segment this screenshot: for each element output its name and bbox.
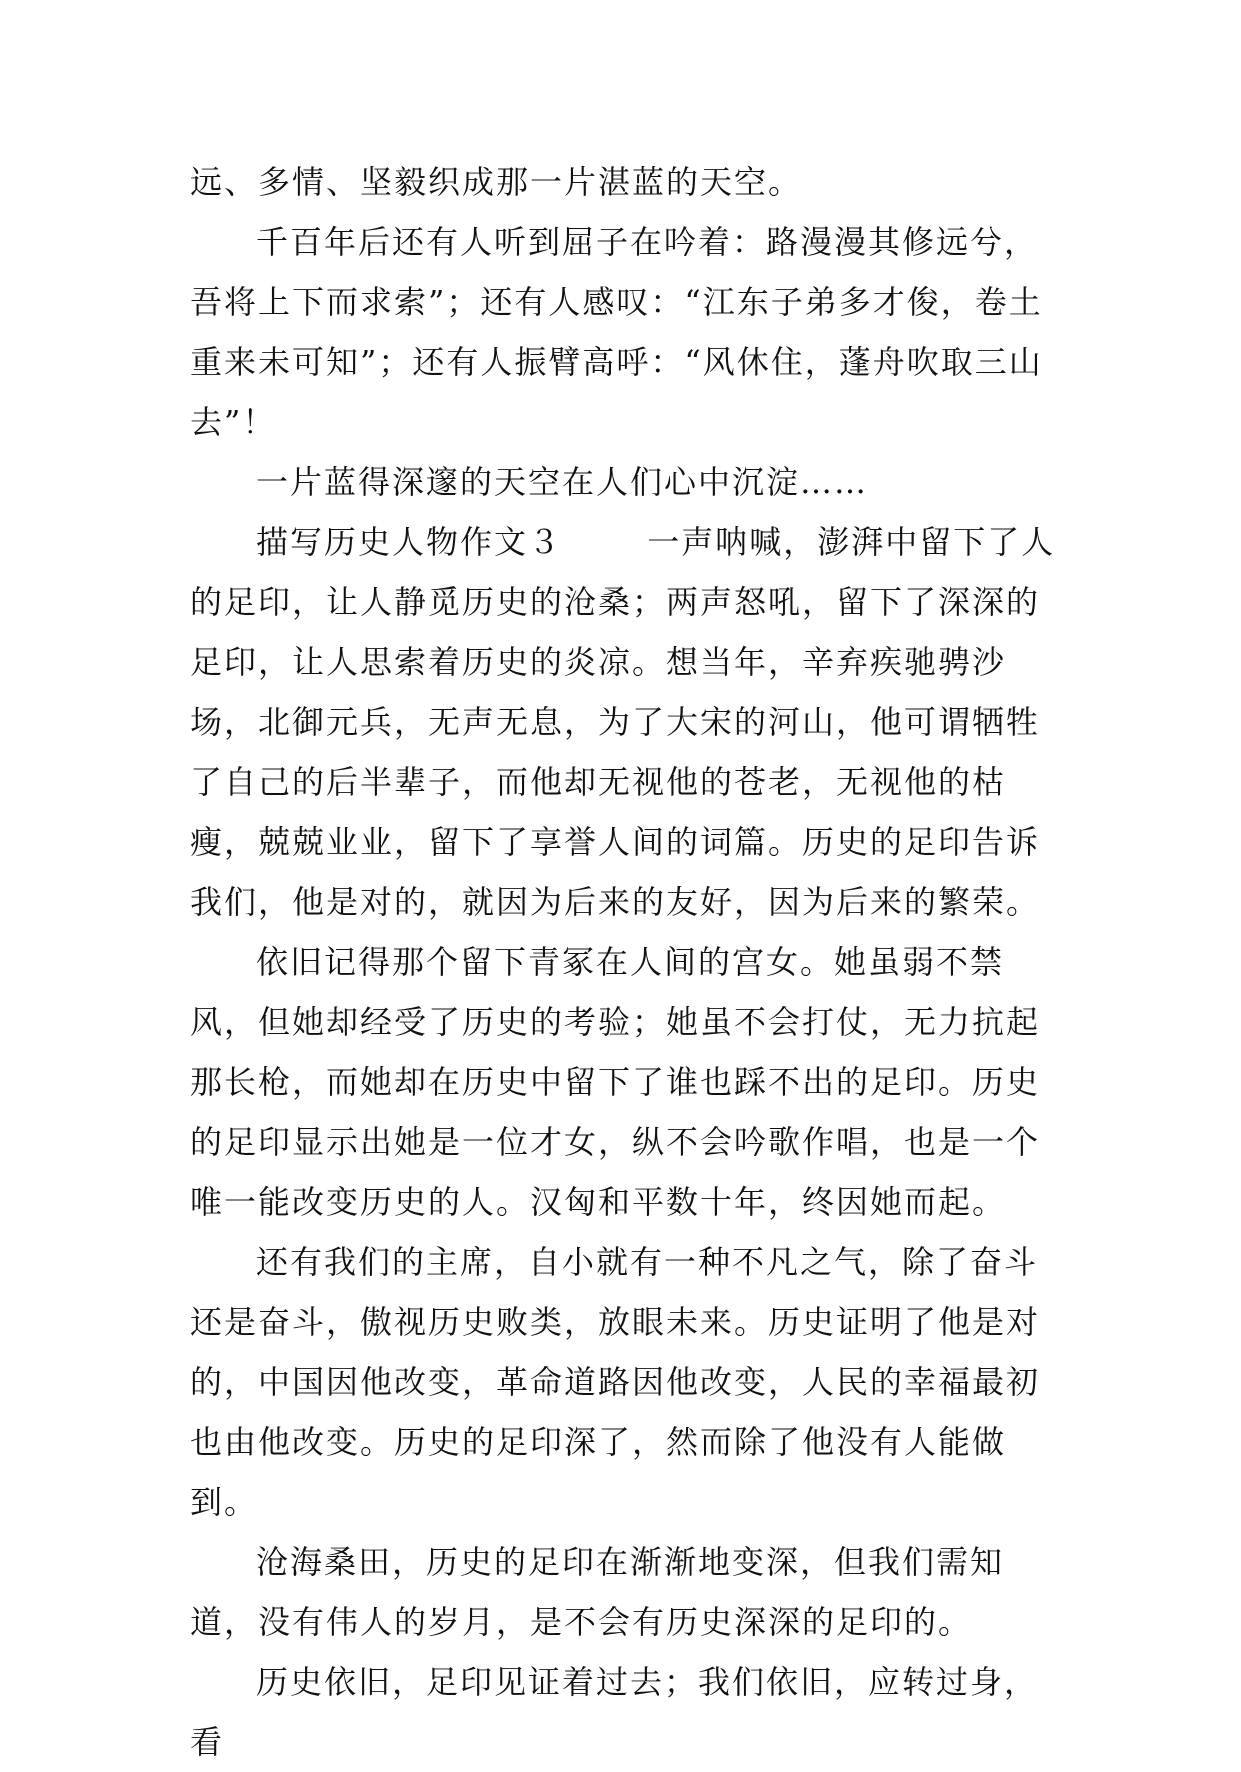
paragraph-continuation: 远、多情、坚毅织成那一片湛蓝的天空。 — [190, 163, 803, 201]
paragraph-chairman: 还有我们的主席，自小就有一种不凡之气，除了奋斗还是奋斗，傲视历史败类，放眼未来。历史证明了他是对的，中国因他改变，革命道路因他改变，人民的幸福最初也由他改变。历史的足印深了，然而除了他没有人能做到。 — [190, 1243, 1041, 1521]
paragraph-sky: 一片蓝得深邃的天空在人们心中沉淀…… — [256, 463, 869, 501]
paragraph-section-start — [190, 512, 1070, 932]
paragraph-great-people: 沧海桑田，历史的足印在渐渐地变深，但我们需知道，没有伟人的岁月，是不会有历史深深的足印的。 — [190, 1543, 1005, 1641]
paragraph-closing: 历史依旧，足印见证着过去；我们依旧，应转过身，看 — [190, 1663, 1039, 1761]
paragraph-quotes: 千百年后还有人听到屈子在吟着：路漫漫其修远兮，吾将上下而求索”；还有人感叹：“江东子弟多才俊，卷土重来未可知”；还有人振臂高呼：“风休住，蓬舟吹取三山去”！ — [190, 223, 1043, 441]
section-body: 足印，让人静觅历史的沧桑；两声怒吼，留下了深深的足印，让人思索着历史的炎凉。想当年，辛弃疾驰骋沙场，北御元兵，无声无息，为了大宋的河山，他可谓牺牲了自己的后半辈子，而他却无视他的苍老，无视他的枯瘦，兢兢业业，留下了享誉人间的词篇。历史的足印告诉我们，他是对的，就因为后来的友好，因为后来的繁荣。 — [190, 583, 1041, 921]
section-first-line: 一声呐喊，澎湃中留下了人的 — [190, 523, 1056, 621]
section-gap — [562, 523, 647, 561]
section-heading: 描写历史人物作文３ — [256, 523, 563, 561]
paragraph-palace-lady: 依旧记得那个留下青冢在人间的宫女。她虽弱不禁风，但她却经受了历史的考验；她虽不会打仗，无力抗起那长枪，而她却在历史中留下了谁也踩不出的足印。历史的足印显示出她是一位才女，纵不会吟歌作唱，也是一个唯一能改变历史的人。汉匈和平数十年，终因她而起。 — [190, 943, 1041, 1221]
body-text — [190, 152, 1070, 1772]
